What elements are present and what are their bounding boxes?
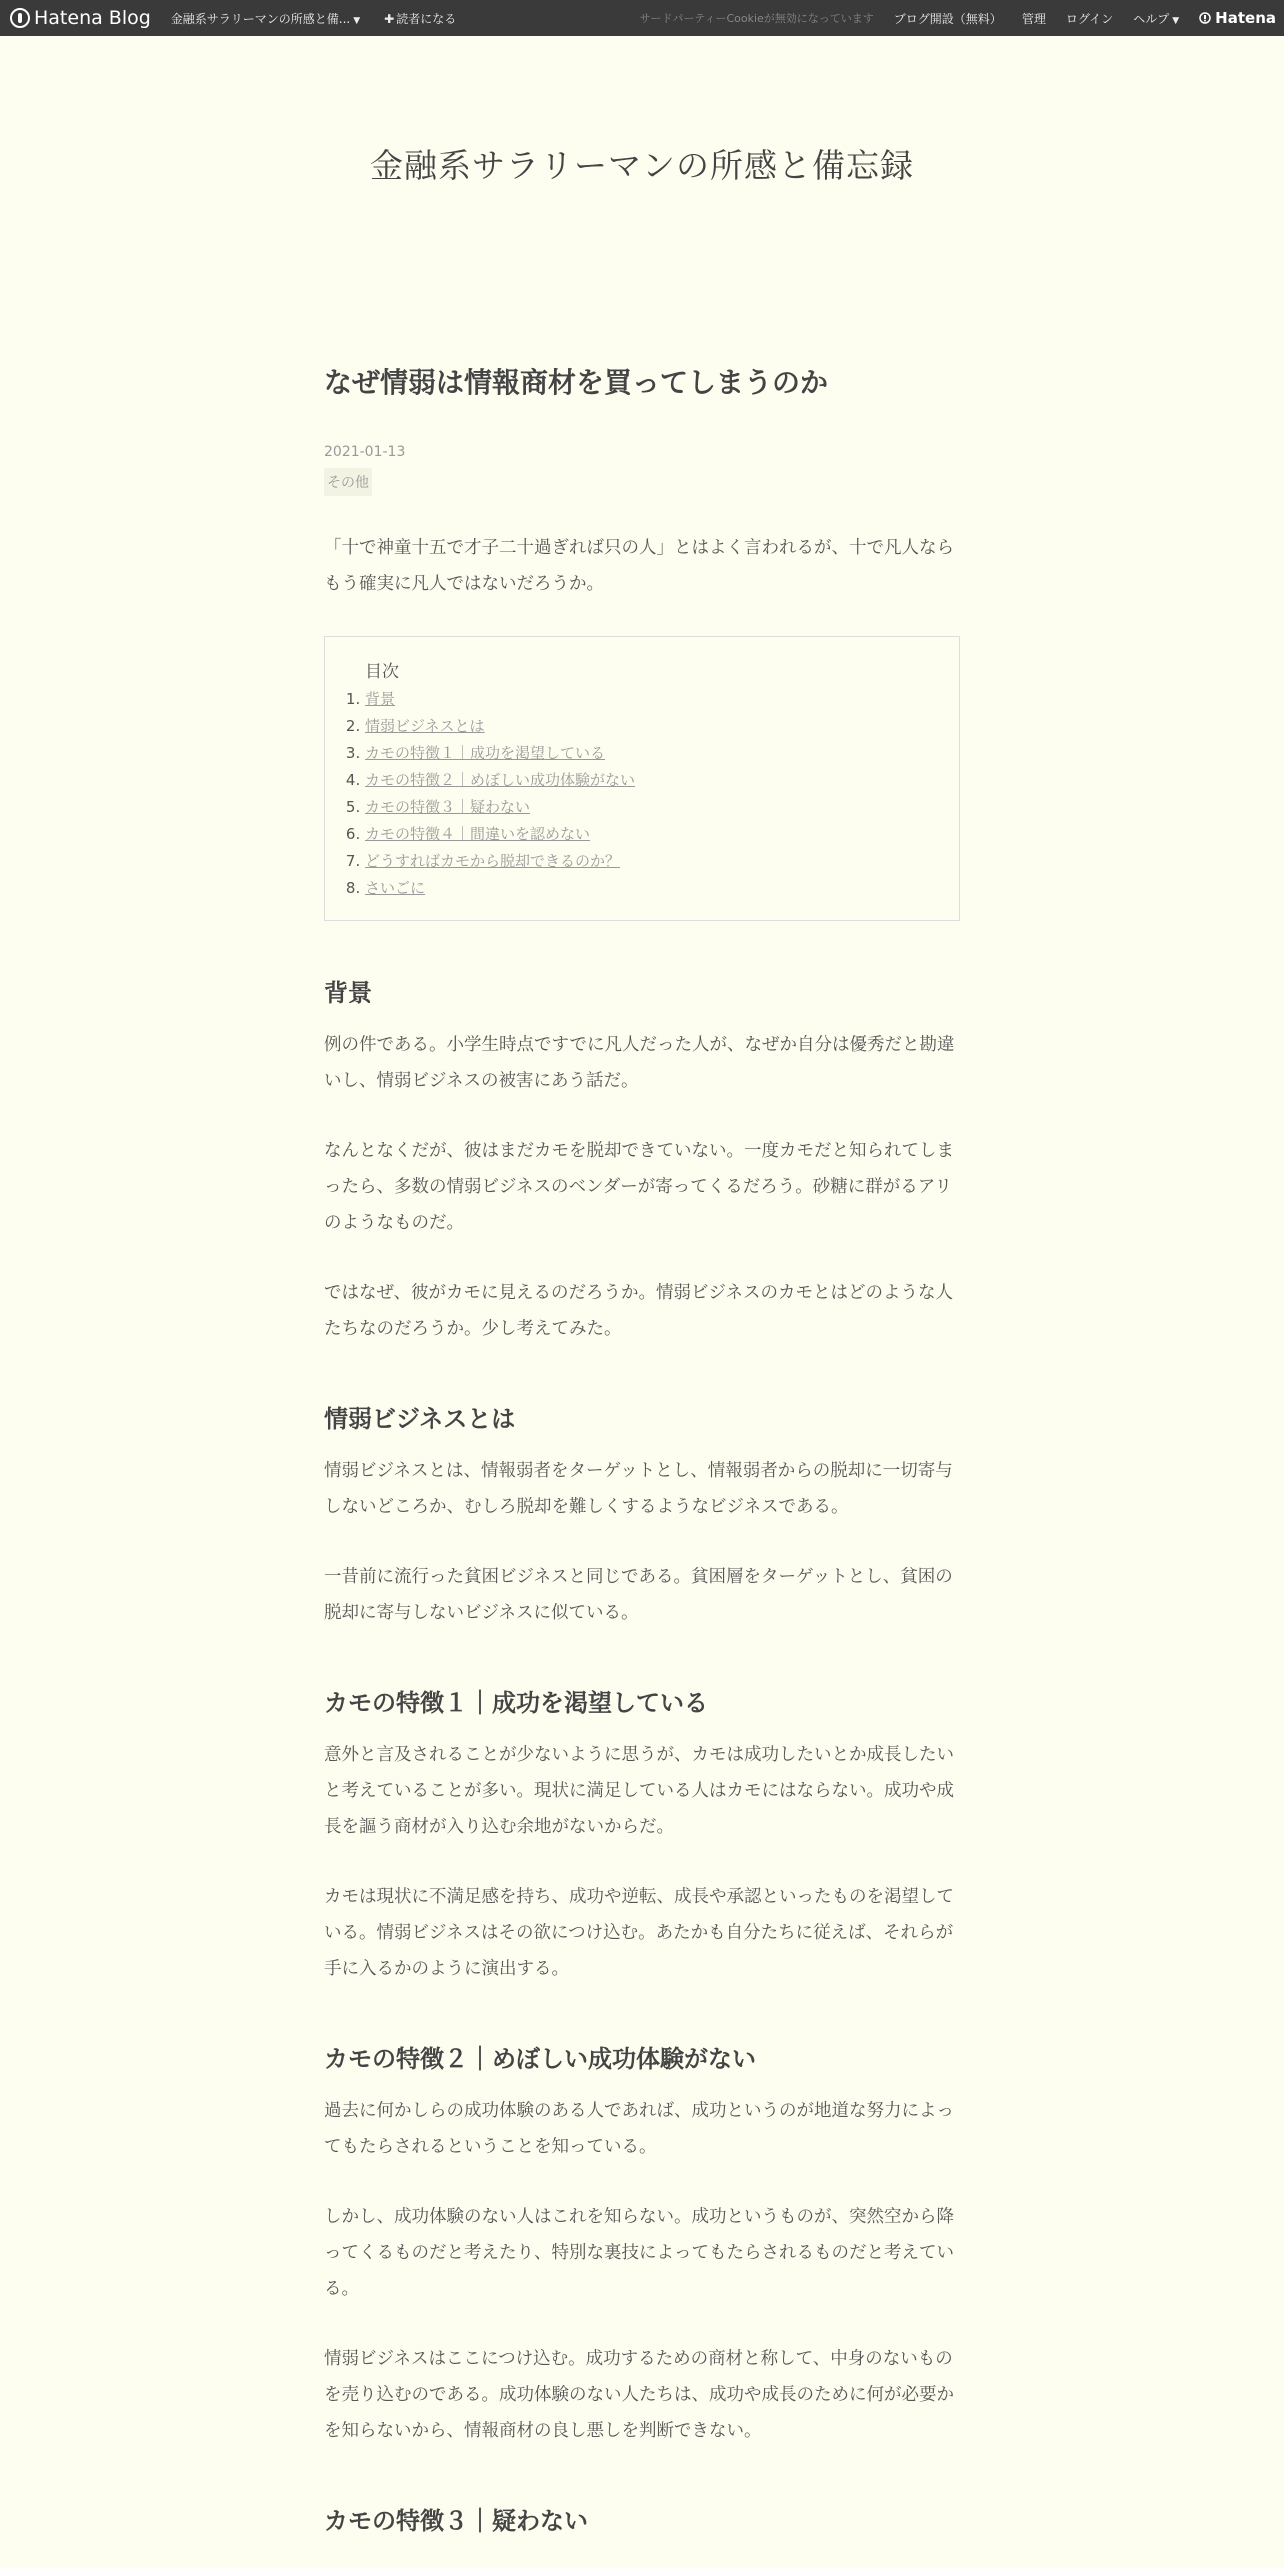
entry-category[interactable]: その他 [324, 468, 372, 496]
admin-link[interactable]: 管理 [1021, 11, 1046, 26]
body-paragraph: 例の件である。小学生時点ですでに凡人だった人が、なぜか自分は優秀だと勘違いし、情弱ビジネスの被害にあう話だ。 [324, 1035, 955, 1091]
table-of-contents [324, 636, 960, 921]
toc-link-background[interactable]: 背景 [365, 690, 396, 708]
blog-menu-label: 金融系サラリーマンの所感と備... [170, 11, 351, 26]
toc-link-closing[interactable]: さいごに [365, 879, 426, 897]
body-paragraph: 一昔前に流行った貧困ビジネスと同じである。貧困層をターゲットとし、貧困の脱却に寄与しないビジネスに似ている。 [324, 1567, 953, 1623]
login-link[interactable]: ログイン [1065, 11, 1114, 26]
plus-icon: ✚ [384, 11, 395, 26]
section-heading-jouhou-business: 情弱ビジネスとは [324, 1405, 516, 1433]
brand-label: Hatena Blog [34, 7, 151, 29]
toc-heading: 目次 [365, 662, 399, 682]
intro-paragraph: 「十で神童十五で才子二十過ぎれば只の人」とはよく言われるが、十で凡人ならもう確実に凡人ではないだろうか。 [324, 538, 954, 594]
entry-title[interactable]: なぜ情弱は情報商材を買ってしまうのか [324, 366, 829, 399]
toc-link-trait-3[interactable]: カモの特徴３｜疑わない [365, 798, 531, 816]
section-heading-trait-1: カモの特徴１｜成功を渇望している [324, 1689, 708, 1717]
entry-date[interactable]: 2021-01-13 [324, 444, 406, 460]
caret-down-icon: ▼ [353, 15, 361, 26]
toc-item [365, 821, 935, 848]
toc-item [365, 713, 935, 740]
hatena-label: Hatena [1215, 9, 1276, 27]
body-paragraph: カモは現状に不満足感を持ち、成功や逆転、成長や承認といったものを渇望している。情弱ビジネスはその欲につけ込む。あたかも自分たちに従えば、それらが手に入るかのように演出する。 [324, 1887, 954, 1979]
toc-item [365, 740, 935, 767]
body-paragraph: 意外と言及されることが少ないように思うが、カモは成功したいとか成長したいと考えていることが多い。現状に満足している人はカモにはならない。成功や成長を謳う商材が入り込む余地がないからだ。 [324, 1745, 954, 1837]
body-paragraph: ではなぜ、彼がカモに見えるのだろうか。情弱ビジネスのカモとはどのような人たちなのだろうか。少し考えてみた。 [324, 1283, 953, 1339]
section-heading-trait-2: カモの特徴２｜めぼしい成功体験がない [324, 2045, 756, 2073]
hatena-blog-logo[interactable] [10, 7, 151, 29]
body-paragraph: 情弱ビジネスはここにつけ込む。成功するための商材と称して、中身のないものを売り込むのである。成功体験のない人たちは、成功や成長のために何が必要かを知らないから、情報商材の良し悪しを判断できない。 [324, 2349, 954, 2441]
hatena-logo[interactable] [1199, 9, 1276, 27]
blog-menu-dropdown[interactable] [171, 10, 360, 27]
toc-item [365, 794, 935, 821]
section-heading-trait-3: カモの特徴３｜疑わない [324, 2507, 588, 2535]
body-paragraph: しかし、成功体験のない人はこれを知らない。成功というものが、突然空から降ってくるものだと考えたり、特別な裏技によってもたらされるものだと考えている。 [324, 2207, 954, 2299]
section-heading-background: 背景 [324, 979, 372, 1007]
toc-link-jouhou-business[interactable]: 情弱ビジネスとは [365, 717, 485, 735]
subscribe-label: 読者になる [396, 11, 457, 26]
help-label: ヘルプ [1133, 11, 1170, 26]
global-header [0, 0, 1284, 36]
toc-link-trait-1[interactable]: カモの特徴１｜成功を渇望している [365, 744, 606, 762]
body-paragraph: 過去に何かしらの成功体験のある人であれば、成功というのが地道な努力によってもたらされるということを知っている。 [324, 2101, 954, 2157]
toc-item [365, 875, 935, 902]
body-paragraph: なんとなくだが、彼はまだカモを脱却できていない。一度カモだと知られてしまったら、多数の情弱ビジネスのベンダーが寄ってくるだろう。砂糖に群がるアリのようなものだ。 [324, 1141, 954, 1233]
help-menu[interactable] [1133, 10, 1179, 27]
hatena-blog-logo-icon [10, 8, 30, 28]
toc-item [365, 686, 935, 713]
toc-link-escape[interactable]: どうすればカモから脱却できるのか？ [365, 852, 621, 870]
start-blog-link[interactable]: ブログ開設（無料） [893, 11, 1002, 26]
toc-link-trait-4[interactable]: カモの特徴４｜間違いを認めない [365, 825, 591, 843]
subscribe-button[interactable] [384, 10, 456, 27]
hatena-mark-icon [1199, 12, 1211, 24]
toc-item [365, 848, 935, 875]
caret-down-icon: ▼ [1172, 15, 1180, 26]
cookie-notice: サードパーティーCookieが無効になっています [639, 12, 874, 25]
toc-link-trait-2[interactable]: カモの特徴２｜めぼしい成功体験がない [365, 771, 636, 789]
body-paragraph: 情弱ビジネスとは、情報弱者をターゲットとし、情報弱者からの脱却に一切寄与しないどころか、むしろ脱却を難しくするようなビジネスである。 [324, 1461, 953, 1517]
toc-item [365, 767, 935, 794]
entry [324, 358, 960, 2541]
blog-title[interactable]: 金融系サラリーマンの所感と備忘録 [370, 146, 914, 185]
